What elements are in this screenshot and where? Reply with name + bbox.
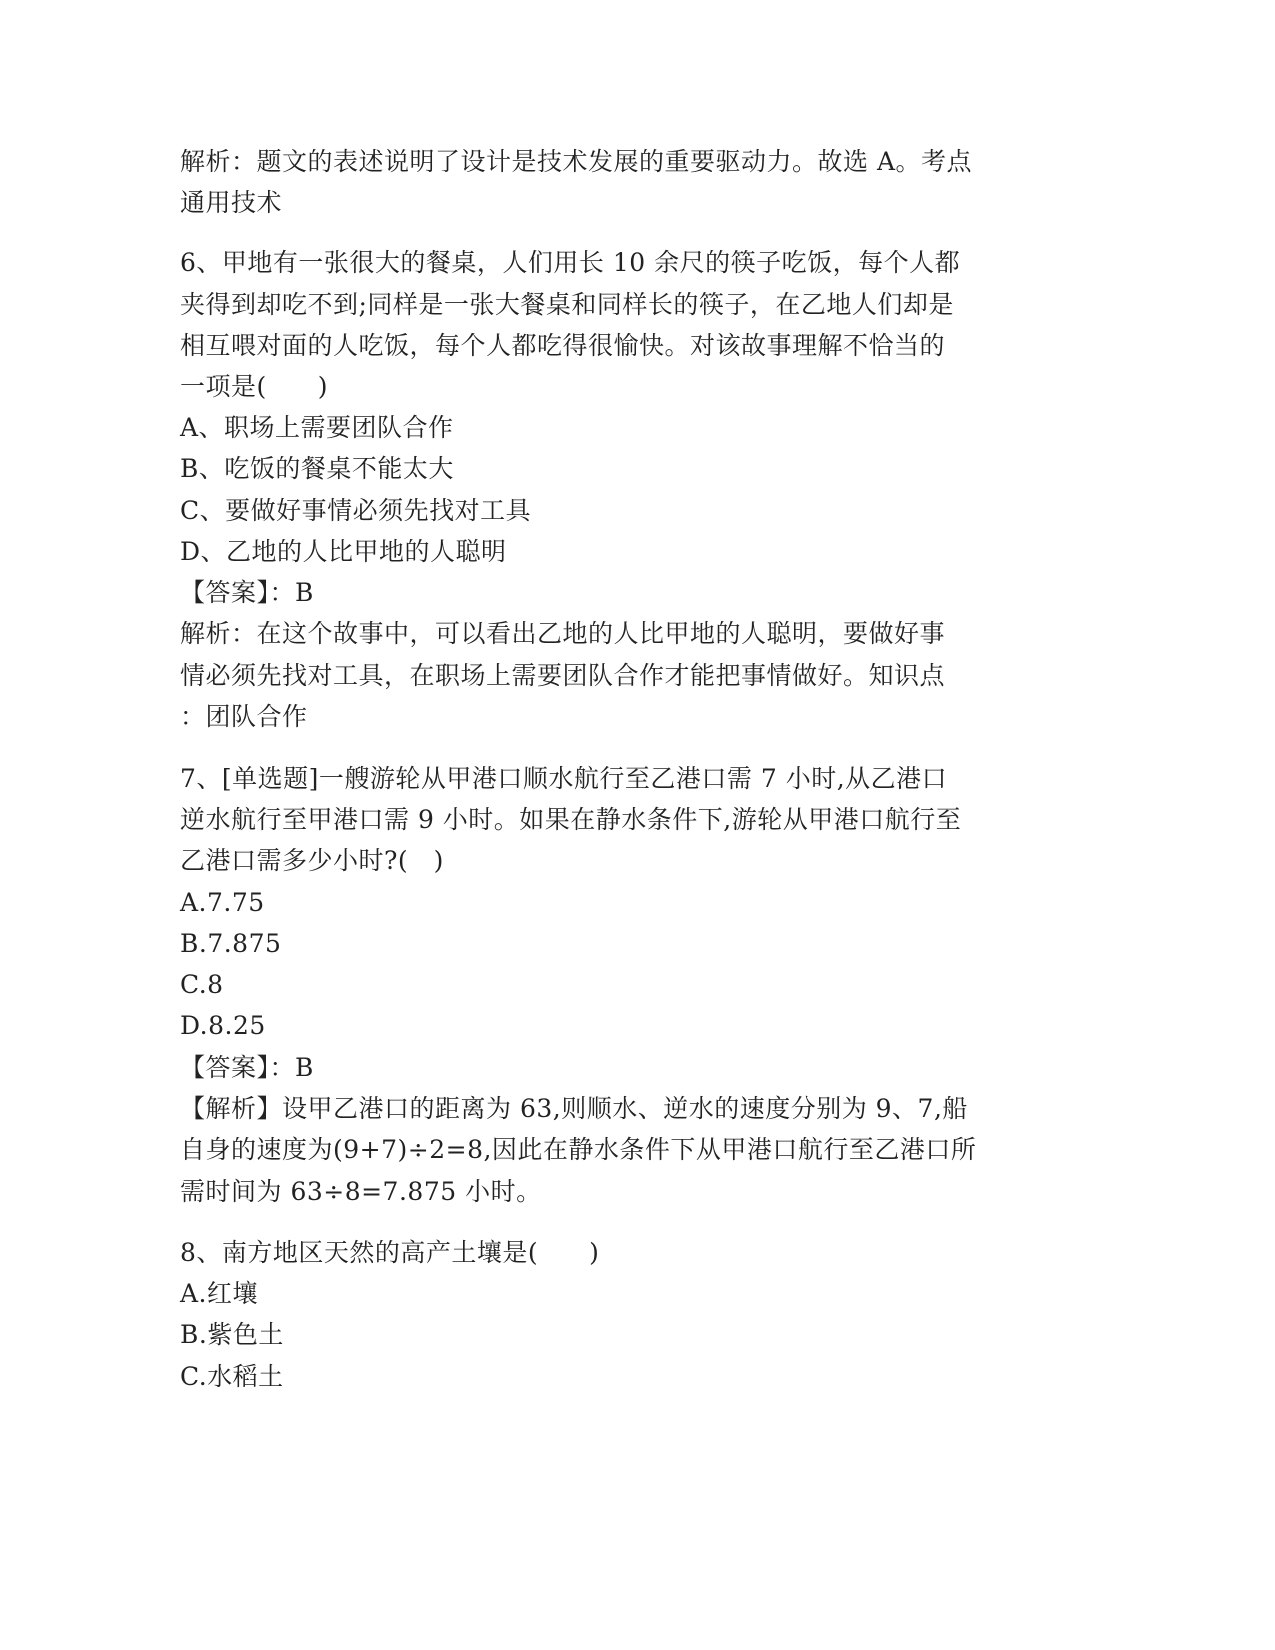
question-6-explanation-line-1: 解析：在这个故事中，可以看出乙地的人比甲地的人聪明，要做好事: [180, 619, 946, 648]
question-6-option-d: D、乙地的人比甲地的人聪明: [180, 537, 507, 566]
question-7-option-c: C.8: [180, 970, 224, 999]
question-8-stem: 8、南方地区天然的高产土壤是( ): [180, 1238, 600, 1267]
question-7-stem-line-1: 7、[单选题]一艘游轮从甲港口顺水航行至乙港口需 7 小时,从乙港口: [180, 764, 948, 793]
question-6-explanation-line-3: ：团队合作: [180, 702, 308, 731]
question-7-explanation-line-1: 【解析】设甲乙港口的距离为 63,则顺水、逆水的速度分别为 9、7,船: [180, 1094, 968, 1123]
question-6-stem-line-2: 夹得到却吃不到;同样是一张大餐桌和同样长的筷子，在乙地人们却是: [180, 290, 954, 319]
question-6-answer: 【答案】：B: [180, 578, 314, 607]
question-6-stem-line-4: 一项是( ): [180, 372, 329, 401]
question-8-option-b: B.紫色土: [180, 1320, 284, 1349]
explanation-q5-line-1: 解析：题文的表述说明了设计是技术发展的重要驱动力。故选 A。考点: [180, 147, 973, 176]
question-8-option-c: C.水稻土: [180, 1362, 284, 1391]
explanation-q5-line-2: 通用技术: [180, 188, 283, 217]
question-7-option-b: B.7.875: [180, 929, 282, 958]
question-8-option-a: A.红壤: [180, 1279, 259, 1308]
question-6-explanation-line-2: 情必须先找对工具，在职场上需要团队合作才能把事情做好。知识点: [180, 661, 946, 690]
question-7-explanation-line-2: 自身的速度为(9+7)÷2=8,因此在静水条件下从甲港口航行至乙港口所: [180, 1135, 977, 1164]
question-7-explanation-line-3: 需时间为 63÷8=7.875 小时。: [180, 1177, 542, 1206]
question-6-option-c: C、要做好事情必须先找对工具: [180, 496, 532, 525]
question-6-option-a: A、职场上需要团队合作: [180, 413, 454, 442]
question-7-option-a: A.7.75: [180, 888, 265, 917]
question-6-stem-line-3: 相互喂对面的人吃饭，每个人都吃得很愉快。对该故事理解不恰当的: [180, 331, 946, 360]
question-6-stem-line-1: 6、甲地有一张很大的餐桌，人们用长 10 余尺的筷子吃饭，每个人都: [180, 248, 961, 277]
question-7-option-d: D.8.25: [180, 1011, 266, 1040]
question-7-stem-line-2: 逆水航行至甲港口需 9 小时。如果在静水条件下,游轮从甲港口航行至: [180, 805, 962, 834]
question-6-option-b: B、吃饭的餐桌不能太大: [180, 454, 454, 483]
question-7-answer: 【答案】：B: [180, 1053, 314, 1082]
question-7-stem-line-3: 乙港口需多少小时?( ): [180, 846, 444, 875]
